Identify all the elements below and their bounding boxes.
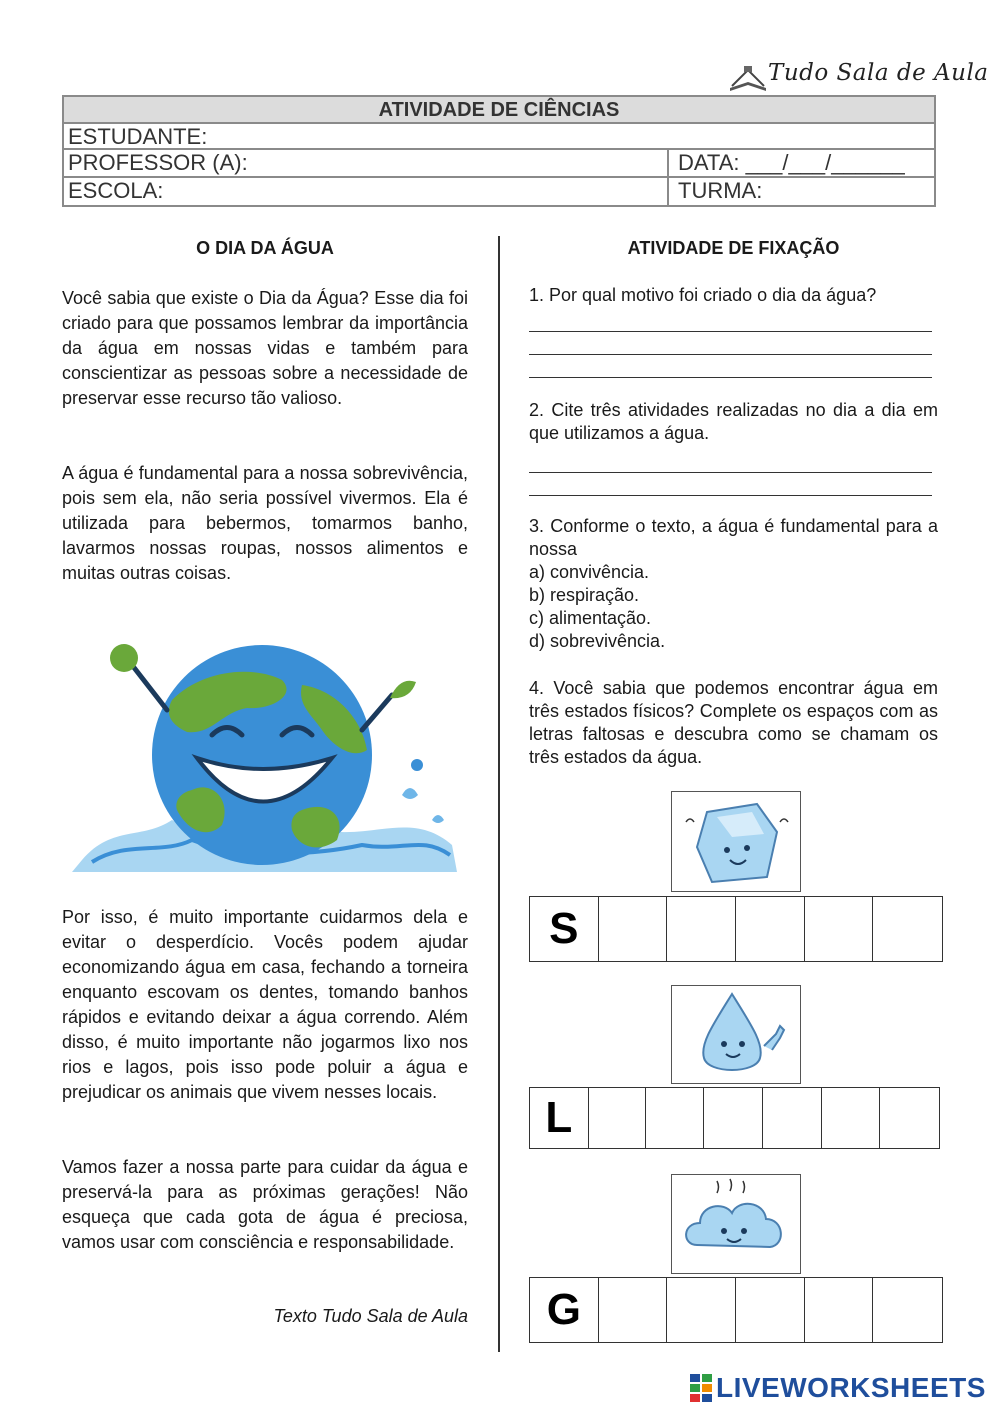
text-title: O DIA DA ÁGUA — [196, 238, 334, 258]
logo-text: Tudo Sala de Aula — [768, 60, 989, 86]
activity-title: ATIVIDADE DE CIÊNCIAS — [64, 97, 934, 124]
liveworksheets-icon — [690, 1374, 712, 1402]
header-divider — [667, 150, 669, 205]
letter-input[interactable] — [599, 897, 668, 961]
letter-grid-solid — [529, 896, 943, 962]
option-b[interactable]: b) respiração. — [529, 585, 640, 605]
letter-input[interactable] — [873, 897, 942, 961]
teacher-label: PROFESSOR (A): — [68, 150, 248, 175]
school-row — [64, 178, 934, 205]
letter-input[interactable] — [599, 1278, 668, 1342]
letter-cell: G — [530, 1278, 599, 1342]
text-credit: Texto Tudo Sala de Aula — [273, 1306, 468, 1326]
school-label: ESCOLA: — [68, 178, 164, 203]
letter-input[interactable] — [873, 1278, 942, 1342]
letter-input[interactable] — [667, 897, 736, 961]
letter-input[interactable] — [646, 1088, 704, 1148]
question-3-options — [529, 561, 938, 653]
letter-input[interactable] — [667, 1278, 736, 1342]
paragraph-4: Vamos fazer a nossa parte para cuidar da água e preservá-la para as próximas gerações! Não esqueça que cada gota de água é preciosa, vamos usar com consciência e responsabilidade. — [62, 1157, 468, 1252]
option-a[interactable]: a) convivência. — [529, 562, 650, 582]
cloud-image — [671, 1174, 801, 1274]
letter-input[interactable] — [736, 1278, 805, 1342]
answer-line[interactable] — [529, 332, 932, 355]
answer-line[interactable] — [529, 355, 932, 378]
option-c[interactable]: c) alimentação. — [529, 608, 652, 628]
brand-logo — [728, 58, 989, 94]
exercise-title: ATIVIDADE DE FIXAÇÃO — [627, 238, 840, 258]
teacher-row — [64, 150, 934, 178]
letter-input[interactable] — [736, 897, 805, 961]
answer-line[interactable] — [529, 473, 932, 496]
student-label: ESTUDANTE: — [68, 124, 208, 149]
option-d[interactable]: d) sobrevivência. — [529, 631, 666, 651]
letter-input[interactable] — [880, 1088, 939, 1148]
answer-line[interactable] — [529, 450, 932, 473]
letter-cell: S — [530, 897, 599, 961]
answer-line[interactable] — [529, 309, 932, 332]
paragraph-2: A água é fundamental para a nossa sobrevivência, pois sem ela, não seria possível vivermos. Ela é utilizada para bebermos, tomarmos banho, lavarmos nossas roupas, nossos alimentos e muitas outras coisas. — [62, 463, 468, 583]
class-label: TURMA: — [678, 178, 763, 203]
question-2: 2. Cite três atividades realizadas no dia a dia em que utilizamos a água. — [529, 400, 938, 443]
water-drop-image — [671, 985, 801, 1084]
letter-grid-liquid — [529, 1087, 940, 1149]
student-row — [64, 124, 934, 150]
question-4: 4. Você sabia que podemos encontrar água em três estados físicos? Complete os espaços com as letras faltosas e descubra como se chamam os três estados da água. — [529, 678, 938, 767]
letter-input[interactable] — [822, 1088, 881, 1148]
letter-input[interactable] — [763, 1088, 822, 1148]
letter-input[interactable] — [805, 1278, 874, 1342]
letter-input[interactable] — [805, 897, 874, 961]
happy-earth-illustration — [72, 640, 457, 872]
question-1: 1. Por qual motivo foi criado o dia da água? — [529, 285, 877, 305]
paragraph-3: Por isso, é muito importante cuidarmos dela e evitar o desperdício. Vocês podem ajudar economizando água em casa, fechando a torneira enquanto escovam os dentes, tomando banhos rápidos e evitando deixar a água correndo. Além disso, é muito importante não jogarmos lixo nos rios e lagos, pois isso pode poluir a água e prejudicar os animais que vivem nesses locais. — [62, 907, 468, 1102]
answer-area-1 — [529, 309, 932, 378]
letter-input[interactable] — [704, 1088, 763, 1148]
paragraph-1: Você sabia que existe o Dia da Água? Esse dia foi criado para que possamos lembrar da importância da água em nossas vidas e também para conscientizar as pessoas sobre a necessidade de preservar esse recurso tão valioso. — [62, 288, 468, 408]
liveworksheets-text: LIVEWORKSHEETS — [716, 1372, 986, 1403]
book-icon — [728, 58, 768, 94]
column-divider — [498, 236, 500, 1352]
ice-cube-image — [671, 791, 801, 892]
date-label: DATA: ___/___/______ — [678, 150, 905, 175]
letter-cell: L — [530, 1088, 589, 1148]
answer-area-2 — [529, 450, 932, 496]
question-3: 3. Conforme o texto, a água é fundamental para a nossa — [529, 516, 938, 559]
letter-input[interactable] — [589, 1088, 647, 1148]
letter-grid-gas — [529, 1277, 943, 1343]
student-info-table — [62, 95, 936, 207]
